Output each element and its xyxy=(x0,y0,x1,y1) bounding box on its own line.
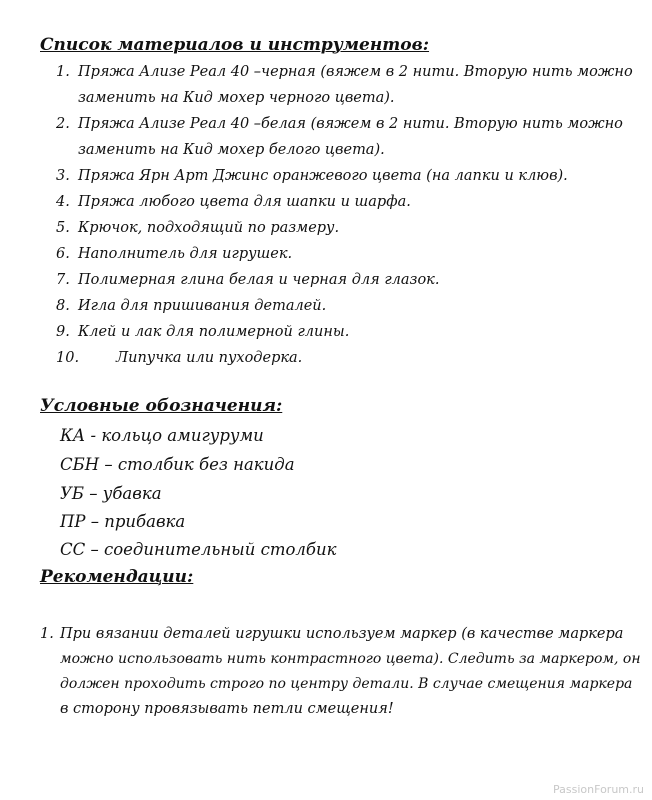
legend-item-ub: УБ – убавка xyxy=(60,484,162,503)
materials-item-1-continuation: заменить на Кид мохер черного цвета). xyxy=(78,90,395,106)
materials-item-8 xyxy=(56,298,326,314)
materials-item-10 xyxy=(56,350,302,366)
item-number: 5. xyxy=(56,220,70,236)
materials-item-5 xyxy=(56,220,339,236)
item-text: При вязании деталей игрушки используем маркер (в качестве маркера xyxy=(60,626,624,642)
recommendation-line-1 xyxy=(40,626,623,642)
item-text: Пряжа Ализе Реал 40 –белая (вяжем в 2 нити. Вторую нить можно xyxy=(78,116,623,132)
watermark: PassionForum.ru xyxy=(553,783,644,796)
item-number: 1. xyxy=(56,64,70,80)
materials-heading: Список материалов и инструментов: xyxy=(40,35,430,55)
item-number: 6. xyxy=(56,246,70,262)
item-text: Игла для пришивания деталей. xyxy=(78,298,327,314)
materials-item-3 xyxy=(56,168,568,184)
item-text: Пряжа Ализе Реал 40 –черная (вяжем в 2 нити. Вторую нить можно xyxy=(78,64,633,80)
materials-item-2-continuation: заменить на Кид мохер белого цвета). xyxy=(78,142,385,158)
materials-item-7 xyxy=(56,272,439,288)
item-text: Полимерная глина белая и черная для глазок. xyxy=(78,272,440,288)
legend-item-ss: СС – соединительный столбик xyxy=(60,540,337,559)
item-number: 1. xyxy=(40,626,54,642)
materials-item-2 xyxy=(56,116,623,132)
item-number: 8. xyxy=(56,298,70,314)
item-number: 3. xyxy=(56,168,70,184)
item-number: 10. xyxy=(56,350,80,366)
recommendation-line-3: должен проходить строго по центру детали. В случае смещения маркера xyxy=(60,676,633,692)
materials-item-6 xyxy=(56,246,292,262)
materials-item-1 xyxy=(56,64,633,80)
recommendation-line-4: в сторону провязывать петли смещения! xyxy=(60,701,394,717)
item-number: 2. xyxy=(56,116,70,132)
materials-item-9 xyxy=(56,324,349,340)
recommendations-heading: Рекомендации: xyxy=(40,567,194,587)
legend-item-pr: ПР – прибавка xyxy=(60,512,186,531)
legend-item-sbn: СБН – столбик без накида xyxy=(60,455,295,474)
recommendation-line-2: можно использовать нить контрастного цвета). Следить за маркером, он xyxy=(60,651,641,667)
legend-item-ka: КА - кольцо амигуруми xyxy=(60,426,264,445)
item-text: Пряжа любого цвета для шапки и шарфа. xyxy=(78,194,411,210)
legend-heading: Условные обозначения: xyxy=(40,396,283,416)
item-number: 9. xyxy=(56,324,70,340)
item-text: Наполнитель для игрушек. xyxy=(78,246,293,262)
item-text: Крючок, подходящий по размеру. xyxy=(78,220,340,236)
item-number: 7. xyxy=(56,272,70,288)
item-text: Клей и лак для полимерной глины. xyxy=(78,324,350,340)
item-number: 4. xyxy=(56,194,70,210)
item-text: Липучка или пуходерка. xyxy=(116,350,303,366)
materials-item-4 xyxy=(56,194,411,210)
item-text: Пряжа Ярн Арт Джинс оранжевого цвета (на лапки и клюв). xyxy=(78,168,568,184)
